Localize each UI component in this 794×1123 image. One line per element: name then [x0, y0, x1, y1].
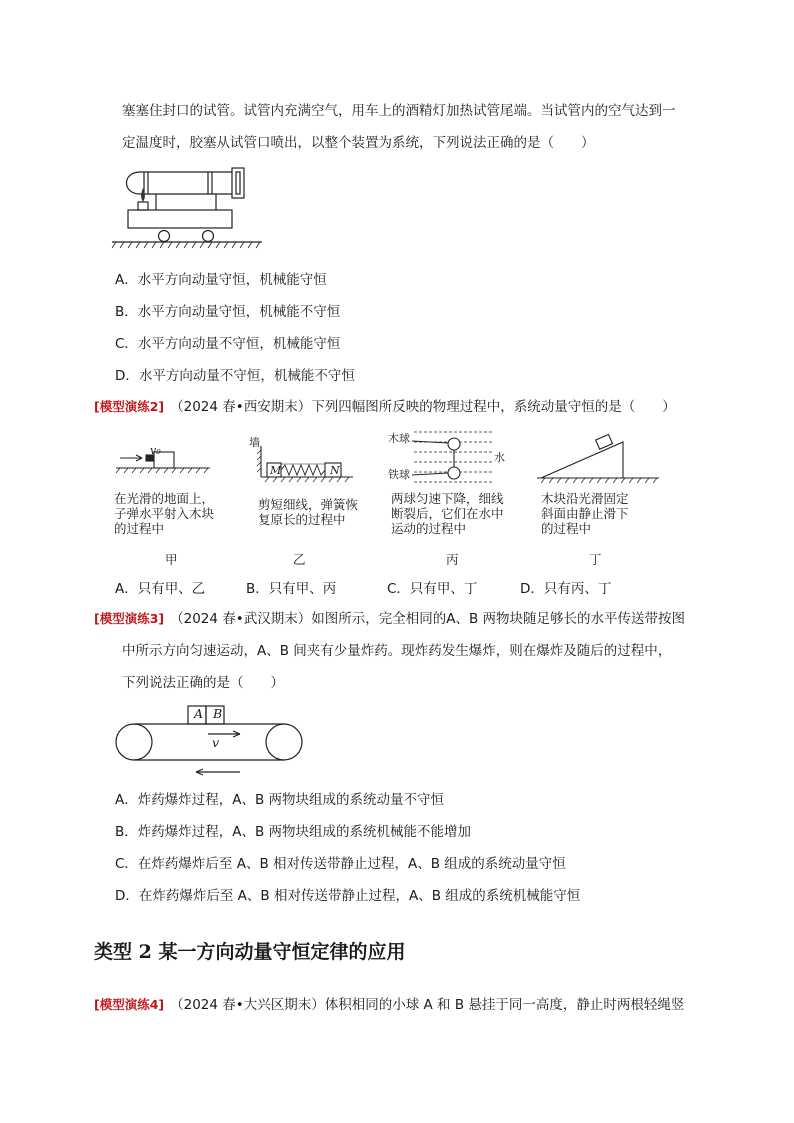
q2-option-d: D．只有丙、丁: [520, 581, 612, 597]
panel-bing-desc-line: 两球匀速下降，细线: [391, 491, 504, 506]
q3-option-b: B．炸药爆炸过程，A、B 两物块组成的系统机械能不能增加: [115, 824, 472, 840]
velocity-label: v: [212, 735, 220, 750]
q3-option-c: C．在炸药爆炸后至 A、B 相对传送带静止过程，A、B 组成的系统动量守恒: [115, 856, 566, 872]
q3-option-d: D．在炸药爆炸后至 A、B 相对传送带静止过程，A、B 组成的系统机械能守恒: [115, 888, 581, 904]
block-a-label: A: [194, 706, 204, 721]
panel-bing-label: 丙: [446, 552, 459, 567]
question-text-line-2: 定温度时，胶塞从试管口喷出，以整个装置为系统，下列说法正确的是（ ）: [122, 135, 595, 151]
q3-stem-1: （2024 春•武汉期末）如图所示，完全相同的A、B 两物块随足够长的水平传送带按图: [170, 611, 686, 627]
q2-option-c: C．只有甲、丁: [387, 581, 478, 597]
option-a: A．水平方向动量守恒，机械能守恒: [115, 272, 327, 288]
panel-yi-desc-line: 复原长的过程中: [258, 512, 346, 527]
q2-header: [94, 398, 676, 416]
section-heading: 类型 2 某一方向动量守恒定律的应用: [94, 941, 406, 963]
panel-ding-desc: [541, 491, 629, 536]
q2-option-a: A．只有甲、乙: [115, 581, 206, 597]
q3-header: [94, 610, 685, 628]
wood-ball-label: 木球: [388, 432, 410, 445]
panel-ding-figure: [537, 432, 662, 488]
panel-yi-desc-line: 剪短细线，弹簧恢: [258, 497, 359, 512]
panel-ding-label: 丁: [589, 552, 602, 567]
panel-bing-desc: [391, 491, 504, 536]
panel-yi-label: 乙: [293, 552, 306, 567]
q4-stem: （2024 春•大兴区期末）体积相同的小球 A 和 B 悬挂于同一高度，静止时两根轻绳竖: [170, 997, 685, 1013]
v0-label: v₀: [150, 444, 161, 457]
cart-test-tube-figure: [110, 164, 270, 256]
q3-stem-3: 下列说法正确的是（ ）: [122, 675, 284, 691]
panel-ding-desc-line: 木块沿光滑固定: [541, 491, 629, 506]
panel-jia-desc-line: 的过程中: [114, 521, 165, 536]
q3-option-a: A．炸药爆炸过程，A、B 两物块组成的系统动量不守恒: [115, 792, 445, 808]
q3-tag: [模型演练3]: [94, 611, 165, 626]
option-b: B．水平方向动量守恒，机械能不守恒: [115, 304, 341, 320]
q3-stem-2: 中所示方向匀速运动，A、B 间夹有少量炸药。现炸药发生爆炸，则在爆炸及随后的过程中，: [122, 643, 672, 659]
panel-jia-label: 甲: [165, 552, 178, 567]
option-c: C．水平方向动量不守恒，机械能守恒: [115, 336, 341, 352]
q2-option-b: B．只有甲、丙: [246, 581, 337, 597]
iron-ball-label: 铁球: [388, 468, 410, 481]
q4-header: [94, 996, 684, 1014]
panel-jia-desc-line: 子弹水平射入木块: [114, 506, 215, 521]
block-n-label: N: [330, 464, 340, 477]
panel-bing-desc-line: 运动的过程中: [391, 521, 467, 536]
block-m-label: M: [270, 464, 282, 477]
block-b-label: B: [213, 706, 223, 721]
panel-ding-desc-line: 斜面由静止滑下: [541, 506, 629, 521]
panel-yi-desc: [258, 497, 358, 527]
q2-stem: （2024 春•西安期末）下列四幅图所反映的物理过程中，系统动量守恒的是（ ）: [170, 399, 676, 415]
option-d: D．水平方向动量不守恒，机械能不守恒: [115, 368, 355, 384]
wall-label: 墙: [249, 436, 260, 449]
q2-tag: [模型演练2]: [94, 399, 165, 414]
panel-ding-desc-line: 的过程中: [541, 521, 592, 536]
panel-jia-figure: [114, 440, 214, 490]
question-text-line-1: 塞塞住封口的试管。试管内充满空气，用车上的酒精灯加热试管尾端。当试管内的空气达到一: [122, 103, 676, 119]
panel-jia-desc-line: 在光滑的地面上，: [114, 491, 215, 506]
q4-tag: [模型演练4]: [94, 997, 165, 1012]
panel-jia-desc: [114, 491, 214, 536]
water-label: 水: [494, 451, 505, 464]
panel-bing-desc-line: 断裂后，它们在水中: [391, 506, 504, 521]
